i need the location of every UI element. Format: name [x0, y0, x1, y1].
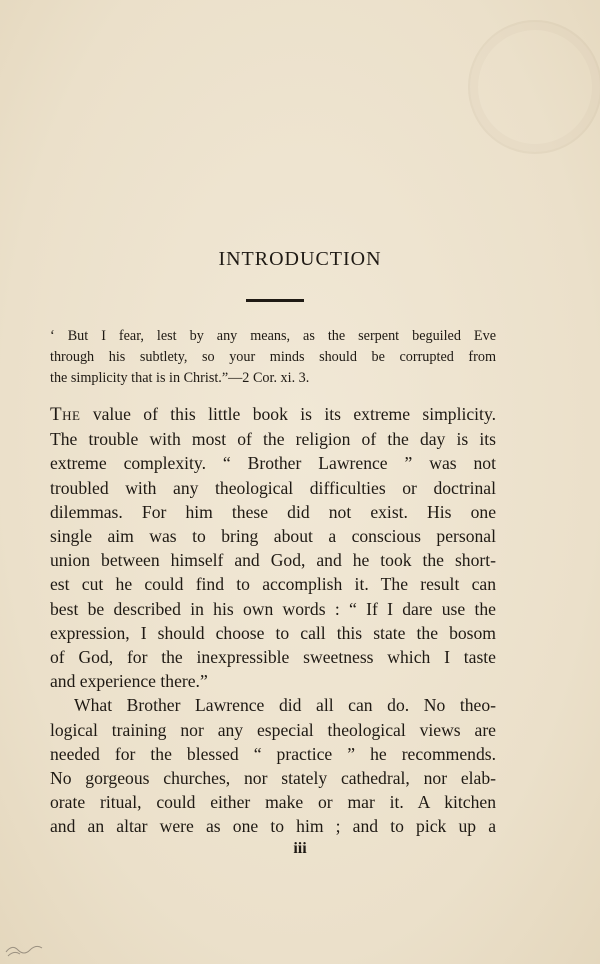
- first-word: The: [50, 404, 81, 425]
- body-line: needed for the blessed “ practice ” he recommends.: [50, 743, 496, 764]
- body-line: troubled with any theological difficulties or doctrinal: [50, 477, 496, 498]
- page-number: iii: [293, 840, 307, 857]
- body-line: No gorgeous churches, nor stately cathedral, nor elab-: [50, 768, 496, 789]
- body-line-text: value of this little book is its extreme simplicity.: [92, 404, 496, 424]
- body-paragraphs: [50, 402, 496, 839]
- body-line: single aim was to bring about a conscious personal: [50, 526, 496, 547]
- epigraph-line: the simplicity that is in Christ.”—2 Cor. xi. 3.: [50, 370, 310, 386]
- body-line: [50, 402, 496, 427]
- epigraph: [50, 326, 496, 389]
- body-line: The trouble with most of the religion of the day is its: [50, 429, 496, 450]
- epigraph-line: through his subtlety, so your minds should be corrupted from: [50, 349, 496, 365]
- body-line: What Brother Lawrence did all can do. No theo-: [74, 695, 496, 716]
- body-line: orate ritual, could either make or mar it. A kitchen: [50, 792, 496, 813]
- body-line: union between himself and God, and he took the short-: [50, 550, 496, 571]
- body-line: est cut he could find to accomplish it. The result can: [50, 574, 496, 595]
- chapter-heading: INTRODUCTION: [218, 248, 382, 270]
- heading-rule: [246, 299, 304, 302]
- body-line: best be described in his own words : “ If I dare use the: [50, 598, 496, 619]
- body-line: expression, I should choose to call this state the bosom: [50, 622, 496, 643]
- epigraph-line: ‘ But I fear, lest by any means, as the serpent beguiled Eve: [50, 328, 496, 344]
- body-line: and experience there.”: [50, 671, 208, 692]
- body-line: logical training nor any especial theological views are: [50, 719, 496, 740]
- body-line: and an altar were as one to him ; and to pick up a: [50, 816, 496, 837]
- library-stamp-watermark: [468, 20, 600, 154]
- body-line: of God, for the inexpressible sweetness which I taste: [50, 647, 496, 668]
- body-line: extreme complexity. “ Brother Lawrence ” was not: [50, 453, 496, 474]
- scan-artifact-mark: [4, 938, 44, 958]
- body-line: dilemmas. For him these did not exist. His one: [50, 501, 496, 522]
